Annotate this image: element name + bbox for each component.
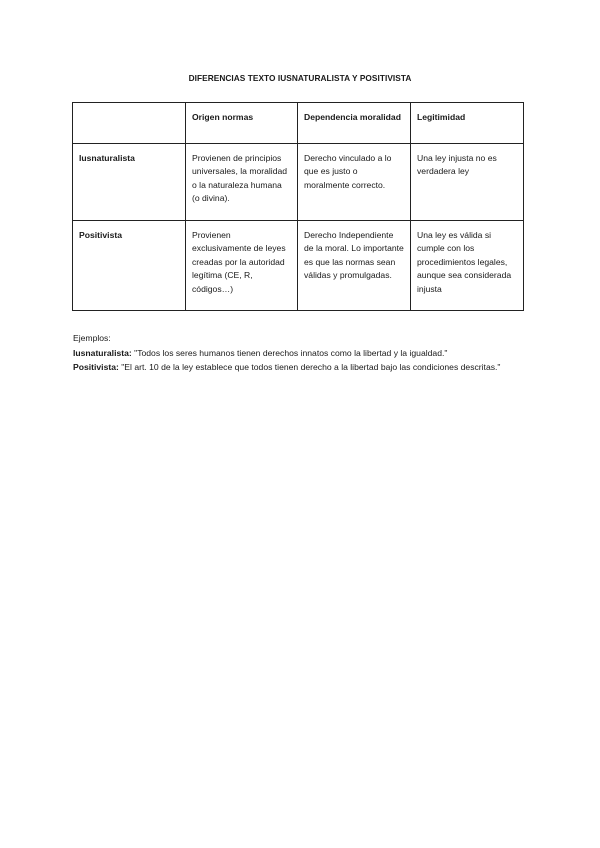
examples-section (73, 331, 523, 375)
table-header-empty (73, 103, 186, 144)
example-positivista (73, 360, 523, 375)
cell-iusnaturalista-legitimidad: Una ley injusta no es verdadera ley (411, 144, 524, 221)
cell-positivista-dependencia: Derecho Independiente de la moral. Lo importante es que las normas sean válidas y promulgadas. (298, 221, 411, 311)
cell-positivista-origen: Provienen exclusivamente de leyes creadas por la autoridad legítima (CE, R, códigos…) (186, 221, 298, 311)
table-header-legitimidad: Legitimidad (411, 103, 524, 144)
example-label-positivista: Positivista: (73, 362, 119, 372)
example-text-iusnaturalista: "Todos los seres humanos tienen derechos innatos como la libertad y la igualdad." (131, 347, 448, 358)
row-label-positivista: Positivista (73, 221, 186, 311)
row-label-iusnaturalista: Iusnaturalista (73, 144, 186, 221)
comparison-table (72, 102, 524, 311)
table-header-dependencia-moralidad: Dependencia moralidad (298, 103, 411, 144)
table-header-origen-normas: Origen normas (186, 103, 298, 144)
example-text-positivista: "El art. 10 de la ley establece que todos tienen derecho a la libertad bajo las condiciones descritas." (118, 362, 501, 372)
examples-heading: Ejemplos: (73, 333, 111, 343)
table-row-positivista (73, 221, 524, 311)
table-row-iusnaturalista (73, 144, 524, 221)
document-title: DIFERENCIAS TEXTO IUSNATURALISTA Y POSITIVISTA (188, 73, 412, 83)
table-header-row (73, 103, 524, 144)
cell-iusnaturalista-dependencia: Derecho vinculado a lo que es justo o moralmente correcto. (298, 144, 411, 221)
example-label-iusnaturalista: Iusnaturalista: (73, 347, 132, 358)
example-iusnaturalista (73, 346, 523, 361)
cell-positivista-legitimidad: Una ley es válida si cumple con los procedimientos legales, aunque sea considerada injusta (411, 221, 524, 311)
cell-iusnaturalista-origen: Provienen de principios universales, la moralidad o la naturaleza humana (o divina). (186, 144, 298, 221)
